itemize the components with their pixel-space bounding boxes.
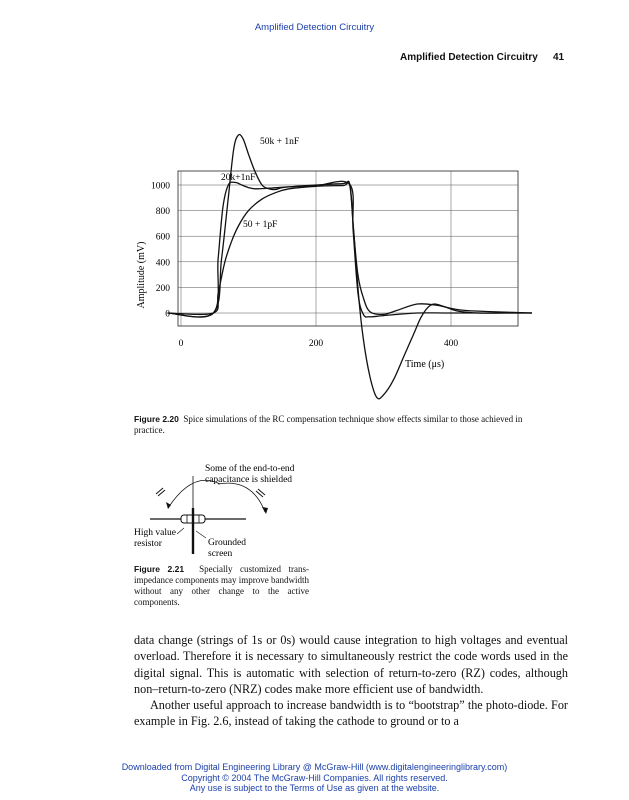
footer-line-1: Downloaded from Digital Engineering Library @ McGraw-Hill (www.digitalengineeringlibrary.com)	[121, 762, 508, 772]
body-paragraph-2: Another useful approach to increase bandwidth is to “bootstrap” the photo-diode. For example in Fig. 2.6, instead of taking the cathode to ground or to a	[134, 698, 568, 729]
series-label-50-1pf: 50 + 1pF	[243, 220, 278, 230]
y-tick-label: 0	[165, 309, 170, 320]
y-tick-label: 800	[155, 207, 170, 218]
screen-leader-line	[196, 531, 206, 538]
figure-2-21-caption	[134, 564, 309, 608]
footer-line-3: Any use is subject to the Terms of Use as given at the website.	[189, 783, 440, 793]
y-tick-label: 1000	[151, 181, 170, 192]
figure-2-21-caption-text: Specially customized trans-impedance components may improve bandwidth without any other change to the active components.	[134, 564, 309, 607]
x-tick-label: 400	[443, 339, 459, 349]
x-tick-label: 200	[308, 339, 324, 349]
body-text	[134, 632, 568, 730]
y-tick-label: 200	[155, 283, 170, 294]
arrowhead-right-icon	[262, 507, 268, 514]
screen-label-line1: Grounded	[208, 538, 246, 548]
figure-2-20-caption-text: Spice simulations of the RC compensation technique show effects similar to those achieved in practice.	[134, 414, 523, 435]
y-axis-label: Amplitude (mV)	[136, 241, 147, 309]
figure-2-20-label: Figure 2.20	[134, 414, 179, 424]
shield-label-line2: capacitance is shielded	[205, 475, 293, 485]
figure-2-21-label: Figure 2.21	[134, 564, 185, 574]
resistor-label-line1: High value	[134, 528, 176, 538]
y-tick-label: 400	[155, 258, 170, 269]
x-axis-label: Time (μs)	[405, 359, 445, 370]
footer	[0, 762, 629, 794]
shield-arc-right	[218, 483, 265, 512]
shield-label-line1: Some of the end-to-end	[205, 464, 295, 474]
y-tick-label: 600	[155, 232, 170, 243]
top-title: Amplified Detection Circuitry	[254, 22, 375, 33]
series-label-20k-1nf: 20k+1nF	[221, 173, 256, 183]
page-number: 41	[553, 52, 565, 63]
body-paragraph-1: data change (strings of 1s or 0s) would cause integration to high voltages and eventual overload. Therefore it is necessary to simultaneously restrict the code words used in the digital signal. This is automatic with selection of return-to-zero (RZ) codes, although non–return-to-zero (NRZ) codes make more efficient use of bandwidth.	[134, 633, 568, 696]
x-tick-label: 0	[178, 339, 184, 349]
running-head: Amplified Detection Circuitry	[400, 52, 538, 63]
series-label-50k-1nf: 50k + 1nF	[260, 137, 300, 147]
resistor-leader-line	[177, 528, 184, 534]
arrowhead-left-icon	[166, 502, 171, 509]
footer-line-2: Copyright © 2004 The McGraw-Hill Companies. All rights reserved.	[181, 772, 448, 783]
resistor-label-line2: resistor	[134, 539, 162, 549]
screen-label-line2: screen	[208, 549, 233, 559]
